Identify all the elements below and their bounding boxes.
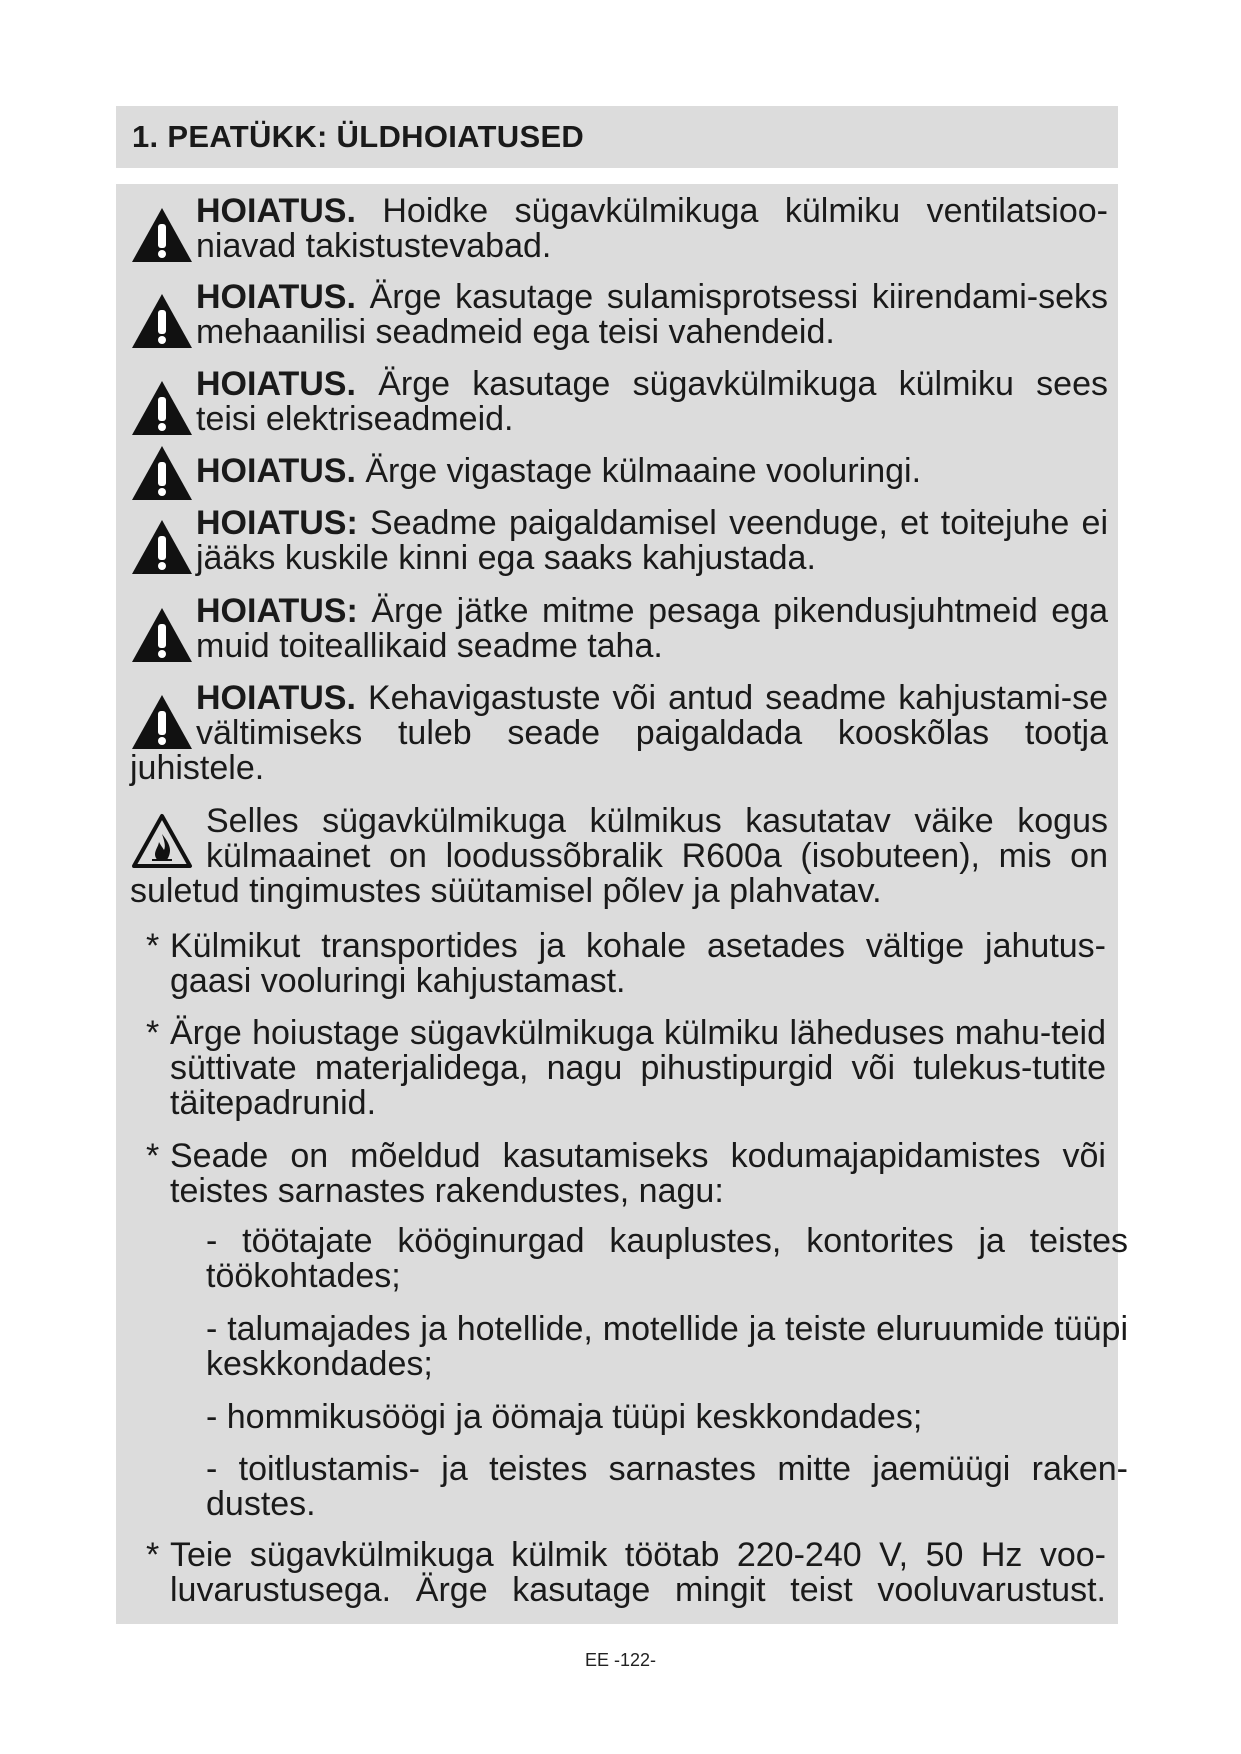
warning-triangle-icon	[130, 518, 194, 576]
warning-text: HOIATUS: Ärge jätke mitme pesaga pikendusjuhtmeid ega muid toiteallikaid seadme taha.	[196, 592, 1108, 665]
sub-item: - talumajades ja hotellide, motellide ja teiste eluruumide tüüpi keskkondades;	[206, 1310, 1128, 1383]
warning-text-tail: juhistele.	[130, 749, 265, 787]
warning-triangle-icon	[130, 693, 194, 751]
warning-item	[130, 679, 1114, 787]
warning-text: HOIATUS: Seadme paigaldamisel veenduge, et toitejuhe ei jääks kuskile kinni ega saaks kahjustada.	[196, 504, 1108, 577]
warning-triangle-icon	[130, 444, 194, 502]
warning-item	[130, 454, 1114, 489]
warning-text: HOIATUS. Ärge kasutage sulamisprotsessi kiirendami-seks mehaanilisi seadmeid ega teisi vahendeid.	[196, 278, 1108, 351]
warning-item	[130, 594, 1114, 664]
sub-item: - hommikusöögi ja öömaja tüüpi keskkondades;	[206, 1398, 923, 1436]
warning-text: HOIATUS. Ärge kasutage sügavkülmikuga külmiku sees teisi elektriseadmeid.	[196, 365, 1108, 438]
warning-item	[130, 506, 1114, 576]
warning-triangle-icon	[130, 379, 194, 437]
sub-item: - toitlustamis- ja teistes sarnastes mitte jaemüügi raken-dustes.	[206, 1450, 1128, 1523]
chapter-title: 1. PEATÜKK: ÜLDHOIATUSED	[132, 119, 585, 154]
bullet-text: Teie sügavkülmikuga külmik töötab 220-240 V, 50 Hz voo-luvarustusega. Ärge kasutage mingit teist vooluvarustust.	[170, 1536, 1106, 1609]
bullet-item	[146, 1016, 1106, 1121]
flammable-notice	[130, 802, 1114, 910]
bullet-text: Seade on mõeldud kasutamiseks kodumajapidamistes või teistes sarnastes rakendustes, nagu:	[170, 1137, 1106, 1210]
chapter-header	[116, 106, 1118, 168]
bullet-item	[146, 1538, 1106, 1608]
warning-item	[130, 194, 1114, 264]
bullet-star: *	[146, 1137, 160, 1175]
bullet-item	[146, 929, 1106, 999]
warning-triangle-icon	[130, 206, 194, 264]
flammable-text-tail: suletud tingimustes süütamisel põlev ja plahvatav.	[130, 872, 882, 910]
bullet-item	[146, 1139, 1106, 1209]
warning-item	[130, 367, 1114, 437]
warnings-panel	[116, 184, 1128, 1624]
bullet-text: Ärge hoiustage sügavkülmikuga külmiku läheduses mahu-teid süttivate materjalidega, nagu pihustipurgid või tulekus-tutite täitepadrunid.	[170, 1014, 1106, 1122]
warning-text: HOIATUS. Kehavigastuste või antud seadme kahjustami-se vältimiseks tuleb seade paigaldada kooskõlas tootja	[196, 679, 1108, 752]
page-number: EE -122-	[584, 1650, 657, 1670]
warning-triangle-icon	[130, 606, 194, 664]
bullet-star: *	[146, 1536, 160, 1574]
flammable-triangle-icon	[130, 812, 194, 870]
sub-item: - töötajate kööginurgad kauplustes, kontorites ja teistes töökohtades;	[206, 1222, 1128, 1295]
bullet-star: *	[146, 927, 160, 965]
warning-text: HOIATUS. Hoidke sügavkülmikuga külmiku ventilatsioo-niavad takistustevabad.	[196, 192, 1108, 265]
flammable-text: Selles sügavkülmikuga külmikus kasutatav väike kogus külmaainet on loodussõbralik R600a (isobuteen), mis on	[206, 802, 1108, 875]
warning-triangle-icon	[130, 292, 194, 350]
bullet-text: Külmikut transportides ja kohale asetades vältige jahutus-gaasi vooluringi kahjustamast.	[170, 927, 1106, 1000]
bullet-star: *	[146, 1014, 160, 1052]
warning-text: HOIATUS. Ärge vigastage külmaaine vooluringi.	[196, 452, 922, 490]
warning-item	[130, 280, 1114, 350]
